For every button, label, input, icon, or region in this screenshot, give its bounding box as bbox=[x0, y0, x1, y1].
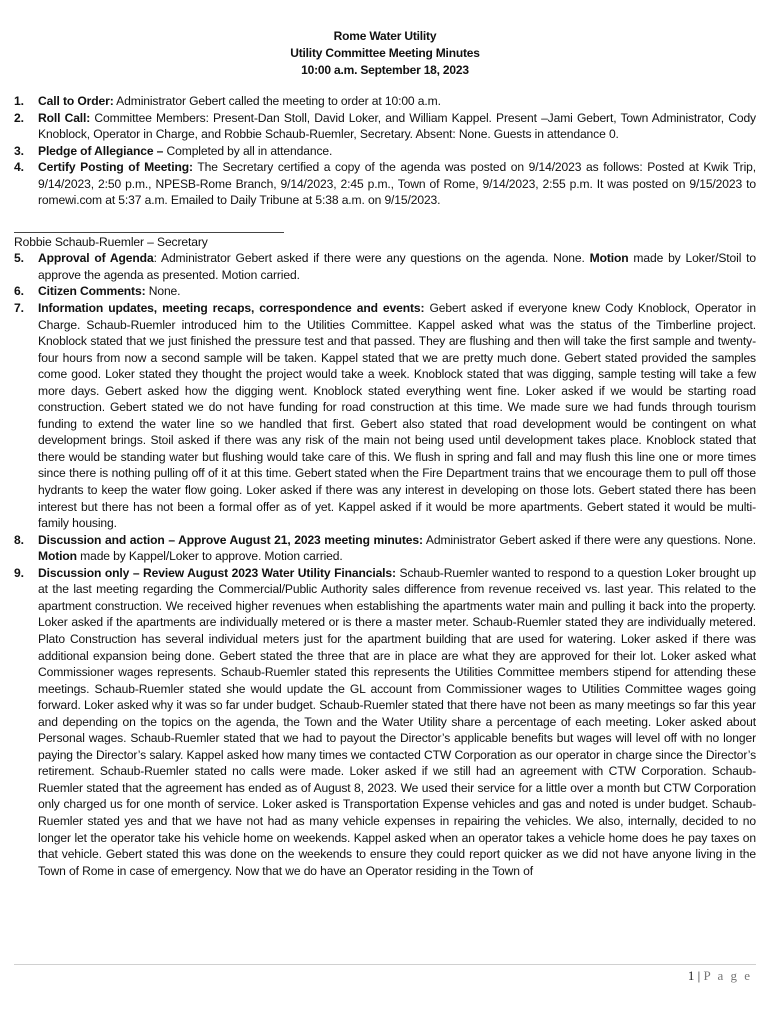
document-page bbox=[14, 28, 756, 879]
item-number: 8. bbox=[14, 532, 24, 547]
item-heading: Citizen Comments: bbox=[38, 284, 146, 299]
agenda-item-9 bbox=[14, 565, 756, 879]
signature-block bbox=[14, 222, 756, 251]
agenda-item-3 bbox=[14, 143, 756, 160]
footer-divider bbox=[14, 964, 756, 965]
item-heading: Discussion only – Review August 2023 Water Utility Financials: bbox=[38, 565, 396, 580]
item-number: 1. bbox=[14, 94, 24, 108]
item-text: Administrator Gebert called the meeting to order at 10:00 a.m. bbox=[113, 94, 441, 108]
item-number: 7. bbox=[14, 301, 24, 316]
item-text: Schaub-Ruemler wanted to respond to a question Loker brought up at the last meeting regarding the Commercial/Public Authority sales difference from revenue received vs. last year. This related to the apartment construction. We received higher revenues when establishing the apartments water main and pulling it back into the property. Loker asked if the apartments are individually metered or is there a master meter. Schaub-Ruemler stated they are individually metered. Plato Construction has several individual meters just for the apartment building that are used for watering. Loker asked if there was additional expansion being done. Gebert stated the three that are in place are what they are approved for their lot. Loker asked what Commissioner wages represents. Schaub-Ruemler stated this represents the Utilities Committee members stipend for attending these meetings. Schaub-Ruemler stated she would update the GL account from Commissioner wages to Utilities Committee wages going forward. Loker asked why it was so far under budget. Schaub-Ruemler stated that there have not been as many meetings so far this year and depending on the topics on the agenda, the Town and the Water Utility share a percentage of each meeting. Loker asked about Personal wages. Schaub-Ruemler stated that we had to payout the Director’s applicable benefits but wages will level off with no longer paying the Director’s salary. Kappel asked how many times we contacted CTW Corporation as our operator in charge since the Director’s retirement. Schaub-Ruemler stated no calls were made. Loker asked if we still had an agreement with CTW Corporation. Schaub-Ruemler stated that the agreement has ended as of August 8, 2023. We used their service for a little over a month but CTW Corporation only charged us for one month of service. Loker asked is Transportation Expense vehicles and gas and noted is under budget. Schaub-Ruemler stated yes and that we have not had as many vehicle expenses in repairing the vehicles. We also, internally, decided to no longer let the operator take his vehicle home on weekends. Kappel asked when an operator takes a vehicle home does he pay taxes on that vehicle. Gebert stated this was done on the weekends to ensure they could report quicker as we did not have anyone living in the Town of Rome in case of emergency. Now that we do have an Operator residing in the Town of bbox=[38, 565, 756, 878]
motion-label: Motion bbox=[38, 549, 77, 564]
item-number: 4. bbox=[14, 160, 24, 175]
agenda-item-4 bbox=[14, 159, 756, 209]
item-number: 3. bbox=[14, 143, 24, 158]
item-number: 6. bbox=[14, 284, 24, 299]
item-text-continued: made by Loker/Stoil to approve the agenda as presented. Motion carried. bbox=[38, 251, 757, 282]
meeting-name: Utility Committee Meeting Minutes bbox=[290, 46, 480, 60]
item-number: 2. bbox=[14, 110, 24, 125]
page-number: 1 bbox=[687, 968, 695, 983]
signature-name: Robbie Schaub-Ruemler – Secretary bbox=[14, 234, 208, 249]
item-text-continued: made by Kappel/Loker to approve. Motion carried. bbox=[76, 549, 343, 564]
item-heading: Approval of Agenda bbox=[38, 251, 154, 266]
meeting-date: 10:00 a.m. September 18, 2023 bbox=[301, 63, 469, 77]
minutes-body bbox=[14, 93, 756, 879]
item-heading: Certify Posting of Meeting: bbox=[38, 160, 193, 175]
item-text: : Administrator Gebert asked if there were any questions on the agenda. None. bbox=[153, 251, 590, 266]
item-text: Completed by all in attendance. bbox=[163, 143, 333, 158]
agenda-item-8 bbox=[14, 532, 756, 565]
agenda-item-5 bbox=[14, 250, 756, 283]
agenda-item-1 bbox=[14, 93, 756, 110]
motion-label: Motion bbox=[589, 251, 629, 266]
agenda-item-6 bbox=[14, 283, 756, 300]
document-title bbox=[14, 28, 756, 79]
item-text: The Secretary certified a copy of the agenda was posted on 9/14/2023 as follows: Posted at Kwik Trip, 9/14/2023, 2:50 p.m., NPESB-Rome Branch, 9/14/2023, 2:45 p.m., Town of Rome, 9/14/2023, 2:55 p.m. It was posted on 9/15/2023 to romewi.com at 5:37 a.m. Emailed to Daily Tribune at 5:38 a.m. on 9/15/2023. bbox=[38, 160, 757, 208]
item-heading: Roll Call: bbox=[38, 110, 91, 125]
signature-line bbox=[14, 222, 284, 233]
item-text: Gebert asked if everyone knew Cody Knoblock, Operator in Charge. Schaub-Ruemler introduced him to the Utilities Committee. Kappel asked what was the status of the Timberline project. Knoblock stated that we just finished the pressure test and that passed. They are flushing and then will take the first sample and twenty-four hours from now a second sample will be taken. Kappel stated that we are pretty much done. Gebert stated provided the samples come good. Loker stated they thought the project would take a week. Knoblock stated that was digging, sample testing will take a few more days. Gebert asked how the digging went. Knoblock stated everything went fine. Loker asked if we would be starting road construction. Gebert stated we do not have funding for road construction at this time. We made sure we had funds through tourism funding to extend the water line so we handled that first. Gebert also stated that road development would be contingent on what development brings. Stoil asked if there was any risk of the main not being used until development takes place. Knoblock stated that there would be standing water but flushing would take care of this. We flush in spring and fall and may flush this line one or more times since there is nothing pulling off of it at this time. Gebert stated when the Fire Department trains that we encourage them to pull off those hydrants to keep the water flow going. Loker asked if there was any interest in developing on those lots. Gebert stated there has been interest but there has not been a formal offer as of yet. Kappel asked if it would be more apartments. Gebert stated it would be multi-family housing. bbox=[38, 301, 756, 531]
item-text: Administrator Gebert asked if there were any questions. None. bbox=[422, 532, 756, 547]
item-text: None. bbox=[145, 284, 181, 299]
item-heading: Discussion and action – Approve August 21, 2023 meeting minutes: bbox=[38, 532, 423, 547]
item-number: 9. bbox=[14, 565, 24, 580]
agenda-item-2 bbox=[14, 110, 756, 143]
page-footer bbox=[688, 968, 752, 984]
page-separator: | bbox=[697, 968, 701, 983]
item-number: 5. bbox=[14, 251, 24, 266]
org-name: Rome Water Utility bbox=[333, 29, 437, 43]
agenda-item-7 bbox=[14, 300, 756, 532]
item-heading: Information updates, meeting recaps, correspondence and events: bbox=[38, 301, 425, 316]
item-heading: Pledge of Allegiance – bbox=[38, 143, 164, 158]
item-text: Committee Members: Present-Dan Stoll, David Loker, and William Kappel. Present –Jami Gebert, Town Administrator, Cody Knoblock, Operator in Charge, and Robbie Schaub-Ruemler, Secretary. Absent: None. Guests in attendance 0. bbox=[38, 110, 756, 142]
page-word: P a g e bbox=[703, 968, 752, 983]
item-heading: Call to Order: bbox=[38, 94, 114, 108]
